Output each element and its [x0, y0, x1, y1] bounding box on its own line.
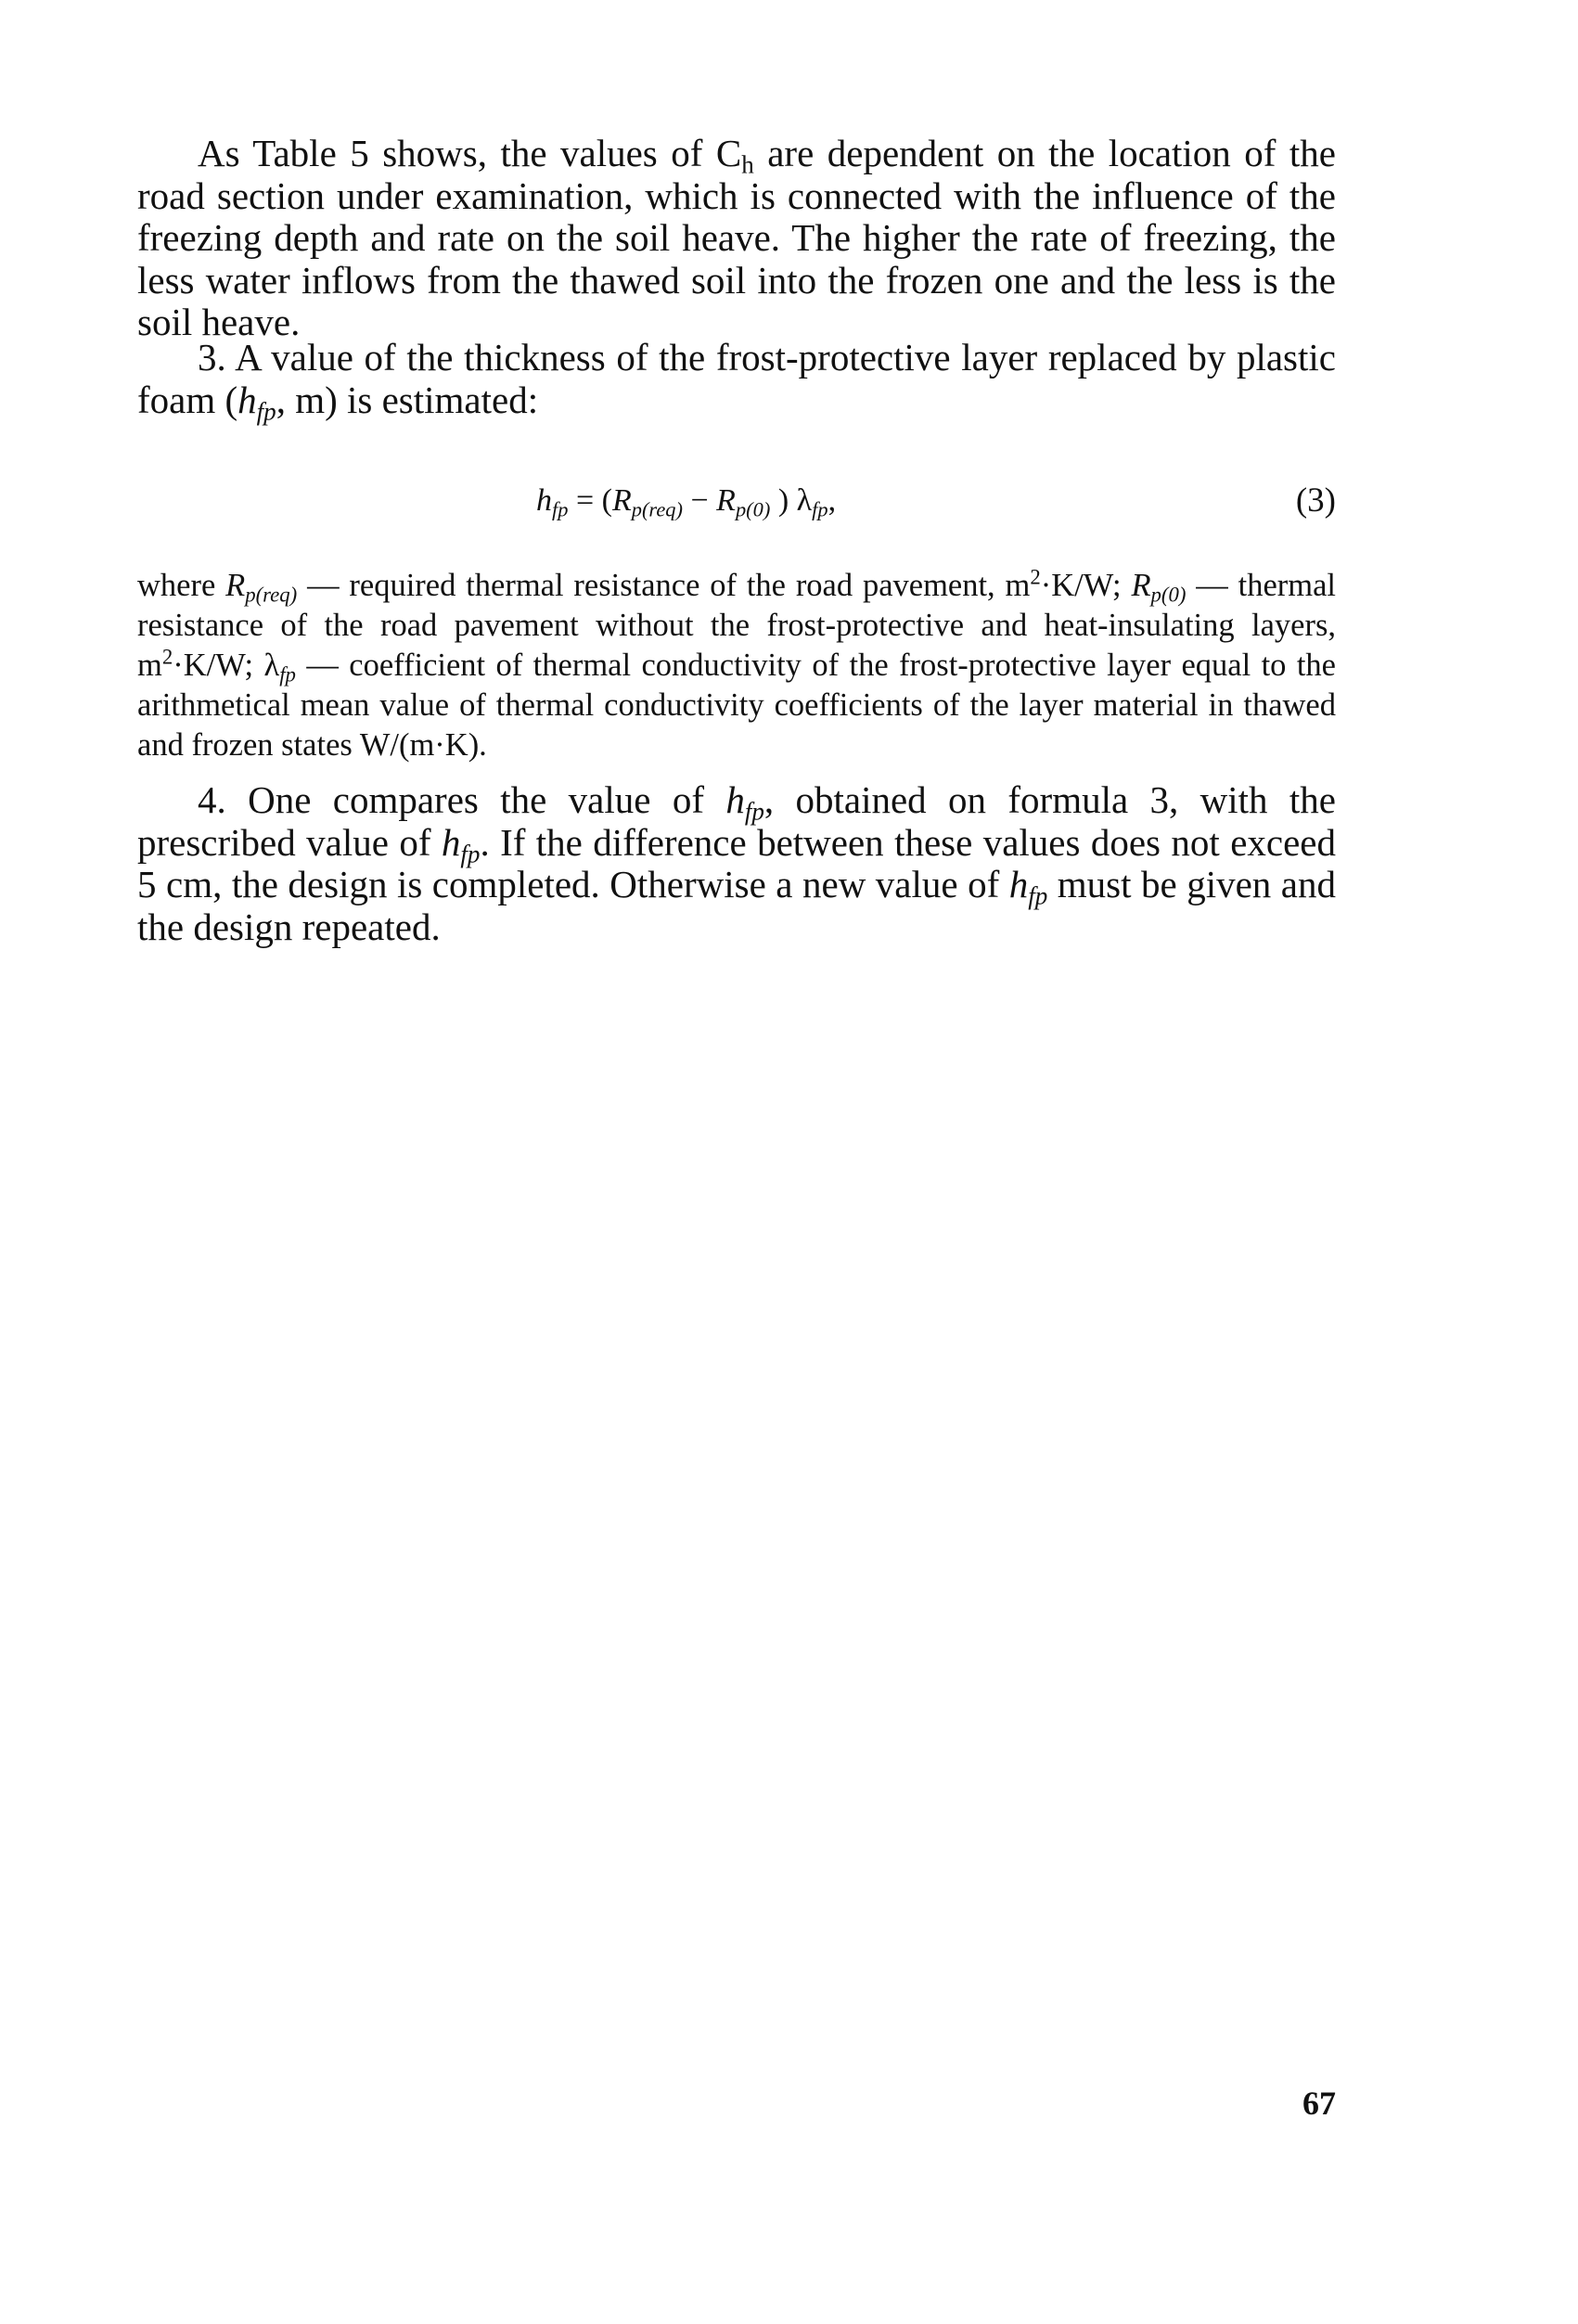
text-run: — required thermal resistance of the road pavement, m: [297, 568, 1031, 603]
text-run: are dependent on the location of the road section under examination, which is connected with the influence of the freezing depth and rate on the soil heave. The higher the rate of freezing, the less water inflows from the thawed soil into the frozen one and the less is the soil heave.: [137, 132, 1336, 343]
text-run: ·K/W;: [173, 648, 264, 683]
paragraph-step-4: [137, 779, 1336, 948]
variable-h: h: [725, 778, 745, 821]
paragraph-text: [137, 779, 1336, 948]
subscript: fp: [256, 397, 276, 426]
superscript: 2: [161, 645, 173, 669]
subscript: p(req): [245, 583, 298, 607]
subscript: fp: [1028, 881, 1048, 910]
paragraph-text: [137, 336, 1336, 426]
subscript: fp: [744, 797, 764, 826]
text-run: 4. One compares the value of: [198, 778, 726, 821]
text-run: . If the difference between these values does not exceed 5 cm, the design is completed. Otherwise a new value of: [137, 820, 1336, 905]
paragraph-text: [137, 133, 1336, 344]
variable-lambda: λ: [796, 483, 813, 518]
text-run: , obtained on formula 3, with the prescribed value of: [137, 778, 1336, 864]
superscript: 2: [1030, 565, 1041, 589]
paragraph-heave-discussion: [137, 133, 1336, 344]
subscript: h: [741, 150, 754, 179]
text-run: ·K/W;: [1040, 568, 1132, 603]
subscript: p(0): [735, 497, 771, 521]
paragraph-definitions: [137, 566, 1336, 765]
text-run: , m) is estimated:: [276, 378, 539, 421]
variable-lambda: λ: [263, 648, 280, 683]
subscript: p(0): [1150, 583, 1187, 607]
minus-sign: −: [682, 483, 717, 518]
variable-r: R: [225, 568, 246, 603]
subscript: fp: [812, 497, 828, 521]
paragraph-step-3: [137, 336, 1336, 426]
subscript: fp: [460, 840, 481, 868]
text-run: where: [137, 568, 226, 603]
variable-r: R: [716, 483, 736, 518]
formula-3-row: [137, 475, 1336, 527]
subscript: fp: [279, 662, 296, 687]
text-run: — coefficient of thermal conductivity of the frost-protective layer equal to the arithmetical mean value of thermal conductivity coefficients of the layer material in thawed and frozen states W/(m·K).: [137, 648, 1336, 763]
equals-paren: = (: [568, 483, 612, 518]
formula-3: [536, 475, 836, 527]
paragraph-text: [137, 566, 1336, 765]
subscript: fp: [552, 497, 569, 521]
text-run: — thermal resistance of the road pavement without the frost-protective and heat-insulating layers, m: [137, 568, 1337, 683]
formula-number: (3): [1295, 481, 1336, 520]
text-run: 3. A value of the thickness of the frost-protective layer replaced by plastic foam (: [137, 336, 1336, 421]
text-run: As Table 5 shows, the values of C: [198, 132, 742, 174]
variable-h: h: [1008, 863, 1029, 905]
variable-h: h: [536, 483, 552, 518]
variable-h: h: [237, 378, 257, 421]
text-run: must be given and the design repeated.: [137, 863, 1336, 948]
variable-r: R: [611, 483, 632, 518]
close-paren: ): [770, 483, 797, 518]
formula-comma: ,: [827, 483, 837, 518]
variable-r: R: [1131, 568, 1151, 603]
page-number: 67: [1302, 2085, 1336, 2122]
variable-h: h: [441, 820, 461, 864]
subscript: p(req): [631, 497, 683, 521]
